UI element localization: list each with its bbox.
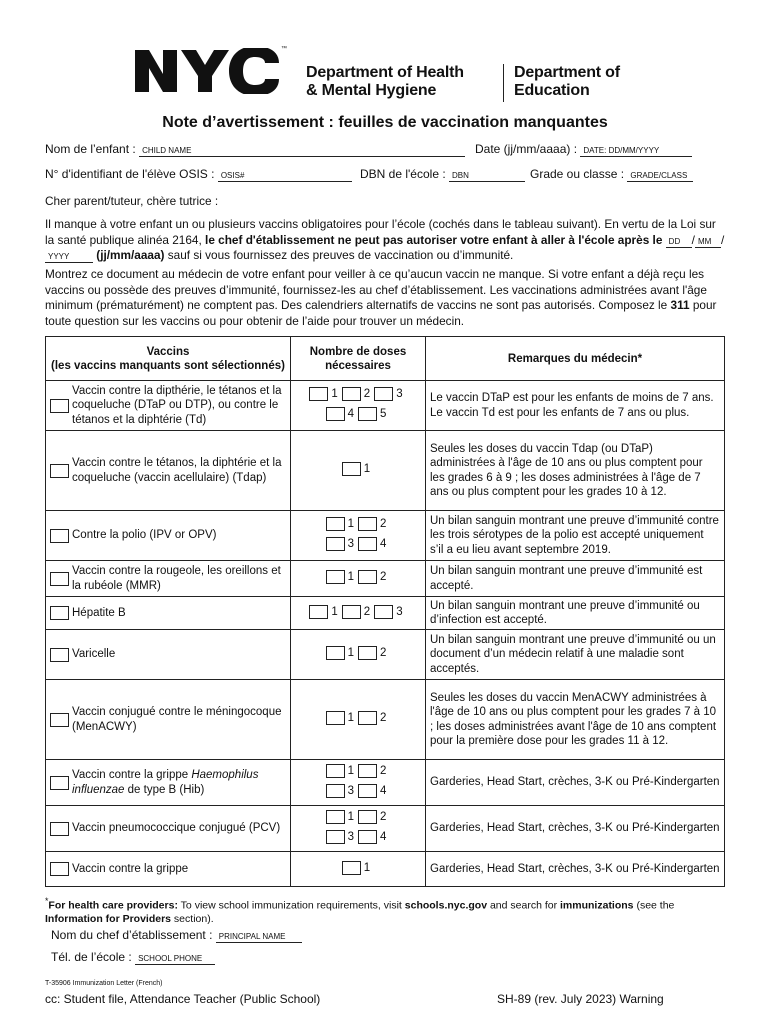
table-row: Vaccin conjugué contre le méningocoque (MenACWY) 1 2 Seules les doses du vaccin MenACWY administrées à l'âge de 10 ans ou plus comptent pour les grades 7 à 10 ; les doses administrées avant l'âge de 10 ans comptent pour la première dose pour les grades 11 à 12. [46, 680, 725, 760]
dose-checkbox[interactable] [374, 387, 393, 401]
grade-row: Grade ou classe : GRADE/CLASS [530, 167, 693, 182]
header-divider [503, 64, 504, 102]
remark: Un bilan sanguin montrant une preuve d’immunité est accepté. [426, 561, 725, 597]
dose-checkboxes: 1 2 3 4 [326, 764, 391, 801]
dose-checkbox[interactable] [342, 462, 361, 476]
dept-education: Department of Education [514, 64, 620, 99]
remark: Un bilan sanguin montrant une preuve d’immunité contre les trois sérotypes de la polio est accepté uniquement s’il a eu lieu avant septembre 2019. [426, 511, 725, 561]
date-row: Date (jj/mm/aaaa) : DATE: DD/MM/YYYY [475, 142, 692, 157]
table-row: Vaccin contre la dipthérie, le tétanos et la coqueluche (DTaP ou DTP), ou contre le tétanos et la diphtérie (Td) 1 2 3 4 5 Le vaccin DTaP est pour les enfants de moins de 7 ans. Le vaccin Td est pour les enfants de 7 ans ou plus. [46, 381, 725, 431]
dbn-field[interactable]: DBN [449, 171, 525, 182]
nyc-logo [133, 48, 283, 94]
dose-checkbox[interactable] [326, 646, 345, 660]
remark: Garderies, Head Start, crèches, 3-K ou Pré-Kindergarten [426, 760, 725, 806]
dose-checkbox[interactable] [326, 537, 345, 551]
table-row: Vaccin contre le tétanos, la diphtérie et la coqueluche (vaccin acellulaire) (Tdap) 1 Seules les doses du vaccin Tdap (ou DTaP) administrées à l'âge de 10 ans ou plus comptent pour les grades 6 à 9 ; les doses administrées à l'âge de 7 ans ou plus comptent pour les grades 10 à 12. [46, 431, 725, 511]
dose-checkbox[interactable] [342, 861, 361, 875]
dose-checkbox[interactable] [326, 711, 345, 725]
dose-checkbox[interactable] [326, 810, 345, 824]
school-phone-field[interactable]: SCHOOL PHONE [135, 954, 215, 965]
form-id: SH-89 (rev. July 2023) Warning [497, 992, 664, 1006]
provider-footnote: *For health care providers: To view school immunization requirements, visit schools.nyc.gov and search for immunizations (see the Information for Providers section). [45, 896, 675, 925]
vaccine-checkbox[interactable] [50, 776, 69, 790]
dose-checkbox[interactable] [358, 537, 377, 551]
cc-line: cc: Student file, Attendance Teacher (Public School) [45, 992, 321, 1006]
dose-checkbox[interactable] [358, 646, 377, 660]
phone-row: Tél. de l’école : SCHOOL PHONE [51, 950, 215, 965]
remark: Le vaccin DTaP est pour les enfants de moins de 7 ans. Le vaccin Td est pour les enfants de 7 ans ou plus. [426, 381, 725, 431]
vaccine-checkbox[interactable] [50, 606, 69, 620]
deadline-month-field[interactable]: MM [695, 237, 721, 248]
dose-checkbox[interactable] [326, 830, 345, 844]
osis-field[interactable]: OSIS# [218, 171, 352, 182]
vaccine-checkbox[interactable] [50, 464, 69, 478]
dose-checkbox[interactable] [309, 605, 328, 619]
dose-checkbox[interactable] [358, 407, 377, 421]
deadline-year-field[interactable]: YYYY [45, 252, 93, 263]
osis-row: N° d'identifiant de l'élève OSIS : OSIS# [45, 167, 352, 182]
child-name-field[interactable]: CHILD NAME [139, 146, 465, 157]
paragraph-instructions: Montrez ce document au médecin de votre enfant pour veiller à ce qu’aucun vaccin ne manque. Si votre enfant a déjà reçu les vaccins ou possède des preuves d’immunité, fournissez-les au chef d’établissement. Les vaccinations administrées avant l'âge minimum (prématurément) ne comptent pas. Des calendriers alternatifs de vaccins ne sont pas autorisés. Composez le 311 pour toute question sur les vaccins ou pour obtenir de l’aide pour trouver un médecin. [45, 267, 717, 328]
dose-checkbox[interactable] [358, 764, 377, 778]
dose-checkbox[interactable] [358, 517, 377, 531]
letterhead [133, 42, 653, 102]
date-field[interactable]: DATE: DD/MM/YYYY [580, 146, 692, 157]
child-name-row: Nom de l’enfant : CHILD NAME [45, 142, 465, 157]
principal-row: Nom du chef d’établissement : PRINCIPAL NAME [51, 928, 302, 943]
dose-checkbox[interactable] [374, 605, 393, 619]
dose-checkbox[interactable] [326, 570, 345, 584]
vaccine-checkbox[interactable] [50, 862, 69, 876]
dose-checkbox[interactable] [326, 784, 345, 798]
remark: Garderies, Head Start, crèches, 3-K ou Pré-Kindergarten [426, 806, 725, 852]
dose-checkbox[interactable] [326, 764, 345, 778]
dose-checkbox[interactable] [342, 605, 361, 619]
remark: Garderies, Head Start, crèches, 3-K ou Pré-Kindergarten [426, 852, 725, 887]
dept-health: Department of Health & Mental Hygiene [306, 64, 464, 99]
dose-checkboxes: 1 2 3 4 [326, 517, 391, 554]
table-row: Hépatite B 1 2 3 Un bilan sanguin montrant une preuve d’immunité ou d’infection est accepté. [46, 597, 725, 630]
remark: Un bilan sanguin montrant une preuve d’immunité ou un document d’un médecin relatif à une maladie sont acceptés. [426, 630, 725, 680]
vaccine-checkbox[interactable] [50, 399, 69, 413]
page-title: Note d’avertissement : feuilles de vaccination manquantes [162, 114, 608, 131]
dose-checkboxes: 1 2 3 4 [326, 810, 391, 847]
remark: Seules les doses du vaccin Tdap (ou DTaP) administrées à l'âge de 10 ans ou plus comptent pour les grades 6 à 9 ; les doses administrées à l'âge de 7 ans ou plus comptent pour les grades 10 à 12. [426, 431, 725, 511]
form-reference: T-35906 Immunization Letter (French) [45, 980, 163, 987]
deadline-day-field[interactable]: DD [666, 237, 692, 248]
vaccine-checkbox[interactable] [50, 822, 69, 836]
table-row: Vaccin contre la grippe Haemophilus influenzae de type B (Hib) 1 2 3 4 Garderies, Head Start, crèches, 3-K ou Pré-Kindergarten [46, 760, 725, 806]
dose-checkboxes: 1 2 3 4 5 [309, 387, 406, 424]
dose-checkbox[interactable] [358, 810, 377, 824]
column-header-remarks: Remarques du médecin* [426, 337, 725, 381]
dose-checkbox[interactable] [358, 830, 377, 844]
column-header-vaccines: Vaccins (les vaccins manquants sont sélectionnés) [46, 337, 291, 381]
vaccine-checkbox[interactable] [50, 529, 69, 543]
dose-checkbox[interactable] [358, 570, 377, 584]
column-header-doses: Nombre de doses nécessaires [291, 337, 426, 381]
vaccine-checkbox[interactable] [50, 572, 69, 586]
greeting: Cher parent/tuteur, chère tutrice : [45, 194, 219, 208]
table-row: Vaccin pneumococcique conjugué (PCV) 1 2 3 4 Garderies, Head Start, crèches, 3-K ou Pré-Kindergarten [46, 806, 725, 852]
paragraph-deadline: Il manque à votre enfant un ou plusieurs vaccins obligatoires pour l’école (cochés dans le tableau suivant). En vertu de la Loi sur la santé publique alinéa 2164, le chef d'établissement ne peut pas autoriser votre enfant à aller à l'école après le DD / MM /YYYY (jj/mm/aaaa) sauf si vous fournissez des preuves de vaccination ou d’immunité. [45, 217, 725, 262]
principal-field[interactable]: PRINCIPAL NAME [216, 932, 302, 943]
remark: Un bilan sanguin montrant une preuve d’immunité ou d’infection est accepté. [426, 597, 725, 630]
table-row: Varicelle 1 2 Un bilan sanguin montrant une preuve d’immunité ou un document d’un médecin relatif à une maladie sont acceptés. [46, 630, 725, 680]
table-row: Vaccin contre la rougeole, les oreillons et la rubéole (MMR) 1 2 Un bilan sanguin montrant une preuve d’immunité est accepté. [46, 561, 725, 597]
dose-checkbox[interactable] [358, 784, 377, 798]
dbn-row: DBN de l'école : DBN [360, 167, 525, 182]
dose-checkbox[interactable] [309, 387, 328, 401]
vaccine-table [45, 336, 725, 887]
trademark-icon: ™ [281, 46, 287, 52]
remark: Seules les doses du vaccin MenACWY administrées à l'âge de 10 ans ou plus comptent pour les grades 7 à 10 ; les doses administrées avant l'âge de 10 ans comptent pour la première dose pour les grades 11 à 12. [426, 680, 725, 760]
dose-checkbox[interactable] [342, 387, 361, 401]
vaccine-checkbox[interactable] [50, 713, 69, 727]
table-row: Vaccin contre la grippe 1 Garderies, Head Start, crèches, 3-K ou Pré-Kindergarten [46, 852, 725, 887]
vaccine-checkbox[interactable] [50, 648, 69, 662]
dose-checkbox[interactable] [326, 407, 345, 421]
dose-checkbox[interactable] [326, 517, 345, 531]
dose-checkbox[interactable] [358, 711, 377, 725]
table-row: Contre la polio (IPV or OPV) 1 2 3 4 Un bilan sanguin montrant une preuve d’immunité contre les trois sérotypes de la polio est accepté uniquement s’il a eu lieu avant septembre 2019. [46, 511, 725, 561]
grade-field[interactable]: GRADE/CLASS [627, 171, 693, 182]
